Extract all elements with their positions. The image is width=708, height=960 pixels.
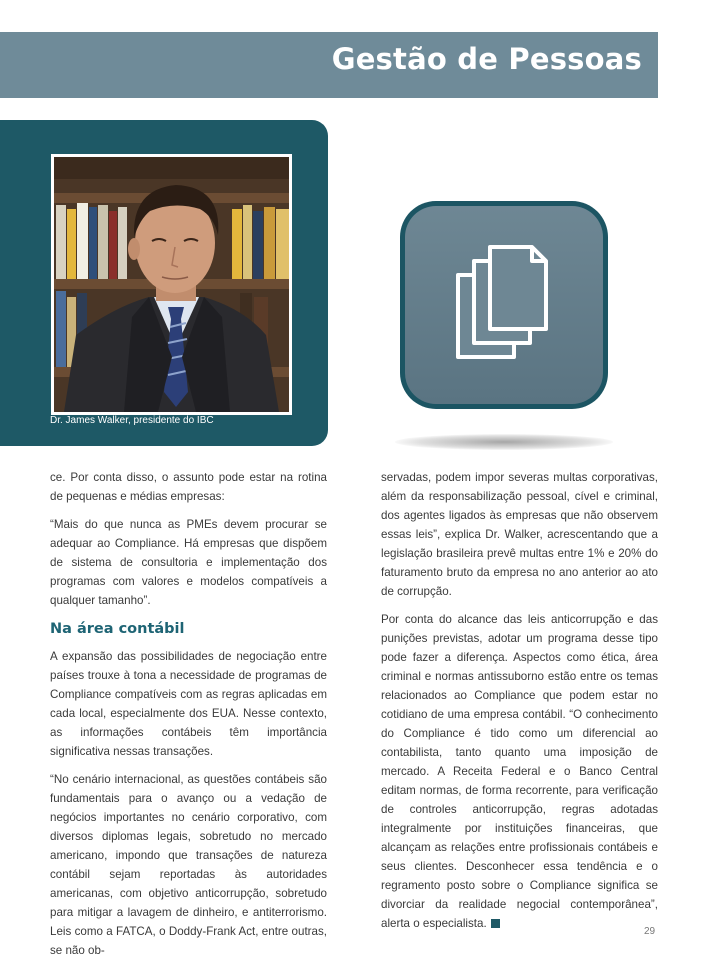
photo-caption: Dr. James Walker, presidente do IBC [50,415,214,426]
documents-icon [448,241,560,370]
portrait-photo [54,157,289,412]
subheading: Na área contábil [50,621,185,637]
icon-shadow [395,434,613,450]
paragraph-text: Por conta do alcance das leis anticorrupção e das punições previstas, adotar um programa desse tipo pode fazer a diferença. Aspectos como ética, área criminal e normas antissuborno estão entre os temas relacionados ao Compliance que podem estar no cotidiano de uma empresa contábil. “O conhecimento do Compliance é tido como um diferencial ao contabilista, tanto quanto uma imposição de mercado. A Receita Federal e o Banco Central editam normas, de forma recorrente, para verificação de controles anticorrupção, regras adotadas integralmente por instituições financeiras, que alcançam as relações entre profissionais contábeis e seus clientes. Desconhecer essa tendência e o regramento posto sobre o Compliance significa se divorciar da realidade negocial contemporânea”, alerta o especialista. [381,613,658,930]
photo-frame [51,154,292,415]
article-column-left [50,468,327,960]
paragraph: servadas, podem impor severas multas corporativas, além da responsabilização pessoal, cível e criminal, dos agentes ligados às empresas que não observem essas leis”, explica Dr. Walker, acrescentando que a legislação brasileira prevê multas entre 1% e 20% do faturamento bruto da empresa no ano anterior ao ato de corrupção. [381,471,658,598]
section-header-band [0,32,658,98]
paragraph: A expansão das possibilidades de negociação entre países trouxe à tona a necessidade de programas de Compliance compatíveis com as regras aplicadas em cada local, especialmente dos EUA. Nesse contexto, as informações contábeis têm importância significativa nessas transações. [50,650,327,758]
quote-paragraph: “Mais do que nunca as PMEs devem procurar se adequar ao Compliance. Há empresas que dispõem de sistema de consultoria e implementação dos programas com valores e modelos compatíveis a qualquer tamanho”. [50,518,327,607]
photo-panel [0,120,328,446]
quote-paragraph: “No cenário internacional, as questões contábeis são fundamentais para o avanço ou a vedação de negócios importantes no cenário corporativo, com diversos diplomas legais, sobretudo no mercado americano, impondo que transações de natureza contábil sejam reportadas às autoridades americanas, com objetivo anticorrupção, sobretudo para mitigar a lavagem de dinheiro, e antiterrorismo. Leis como a FATCA, o Doddy-Frank Act, entre outras, se não ob- [50,773,327,957]
page-number: 29 [644,926,656,937]
documents-icon-tile [400,201,608,409]
paragraph: ce. Por conta disso, o assunto pode estar na rotina de pequenas e médias empresas: [50,471,327,503]
paragraph-final [381,610,658,933]
article-column-right [381,468,658,942]
end-of-article-icon [491,919,500,928]
section-title: Gestão de Pessoas [331,42,642,76]
